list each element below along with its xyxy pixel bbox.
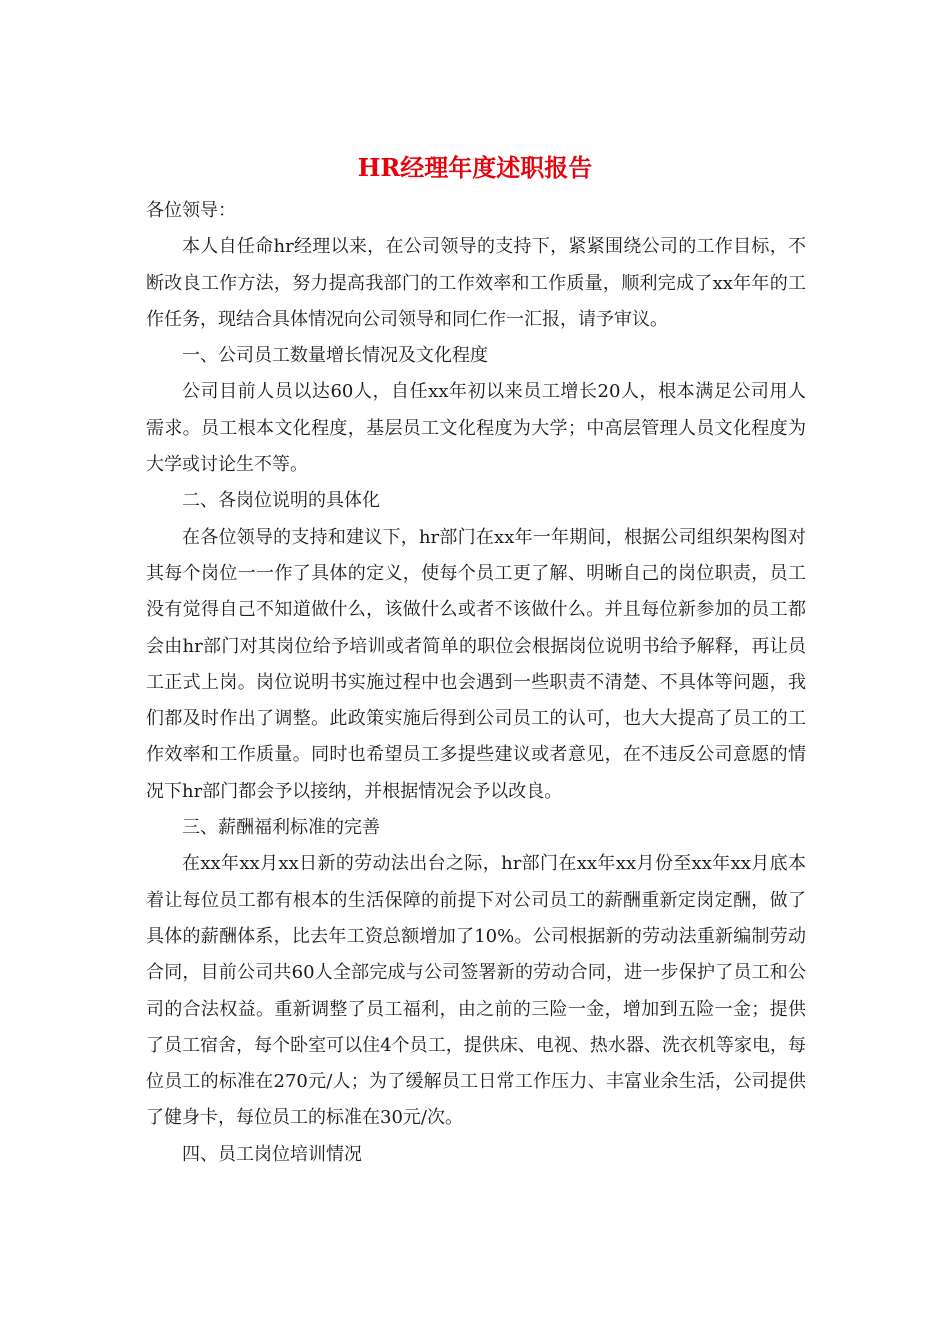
- section-3-paragraph: 在xx年xx月xx日新的劳动法出台之际，hr部门在xx年xx月份至xx年xx月底本着让每位员工都有根本的生活保障的前提下对公司员工的薪酬重新定岗定酬，做了具体的薪酬体系，比去年工资总额增加了10%。公司根据新的劳动法重新编制劳动合同，目前公司共60人全部完成与公司签署新的劳动合同，进一步保护了员工和公司的合法权益。重新调整了员工福利，由之前的三险一金，增加到五险一金；提供了员工宿舍，每个卧室可以住4个员工，提供床、电视、热水器、洗衣机等家电，每位员工的标准在270元/人；为了缓解员工日常工作压力、丰富业余生活，公司提供了健身卡，每位员工的标准在30元/次。: [146, 853, 806, 1129]
- section-heading-2: 二、各岗位说明的具体化: [182, 490, 380, 512]
- section-heading-1: 一、公司员工数量增长情况及文化程度: [182, 345, 488, 367]
- document-body: [146, 193, 806, 1173]
- intro-paragraph: 本人自任命hr经理以来，在公司领导的支持下，紧紧围绕公司的工作目标，不断改良工作方法，努力提高我部门的工作效率和工作质量，顺利完成了xx年年的工作任务，现结合具体情况向公司领导和同仁作一汇报，请予审议。: [146, 236, 806, 330]
- section-2-paragraph: 在各位领导的支持和建议下，hr部门在xx年一年期间，根据公司组织架构图对其每个岗位一一作了具体的定义，使每个员工更了解、明晰自己的岗位职责，员工没有觉得自己不知道做什么，该做什么或者不该做什么。并且每位新参加的员工都会由hr部门对其岗位给予培训或者简单的职位会根据岗位说明书给予解释，再让员工正式上岗。岗位说明书实施过程中也会遇到一些职责不清楚、不具体等问题，我们都及时作出了调整。此政策实施后得到公司员工的认可，也大大提高了员工的工作效率和工作质量。同时也希望员工多提些建议或者意见，在不违反公司意愿的情况下hr部门都会予以接纳，并根据情况会予以改良。: [146, 526, 806, 802]
- section-heading-3: 三、薪酬福利标准的完善: [182, 817, 380, 839]
- document-title: HR经理年度述职报告: [357, 153, 593, 182]
- section-1-paragraph: 公司目前人员以达60人，自任xx年初以来员工增长20人，根本满足公司用人需求。员工根本文化程度，基层员工文化程度为大学；中高层管理人员文化程度为大学或讨论生不等。: [146, 381, 806, 476]
- salutation: 各位领导：: [146, 200, 236, 221]
- section-heading-4: 四、员工岗位培训情况: [182, 1143, 362, 1165]
